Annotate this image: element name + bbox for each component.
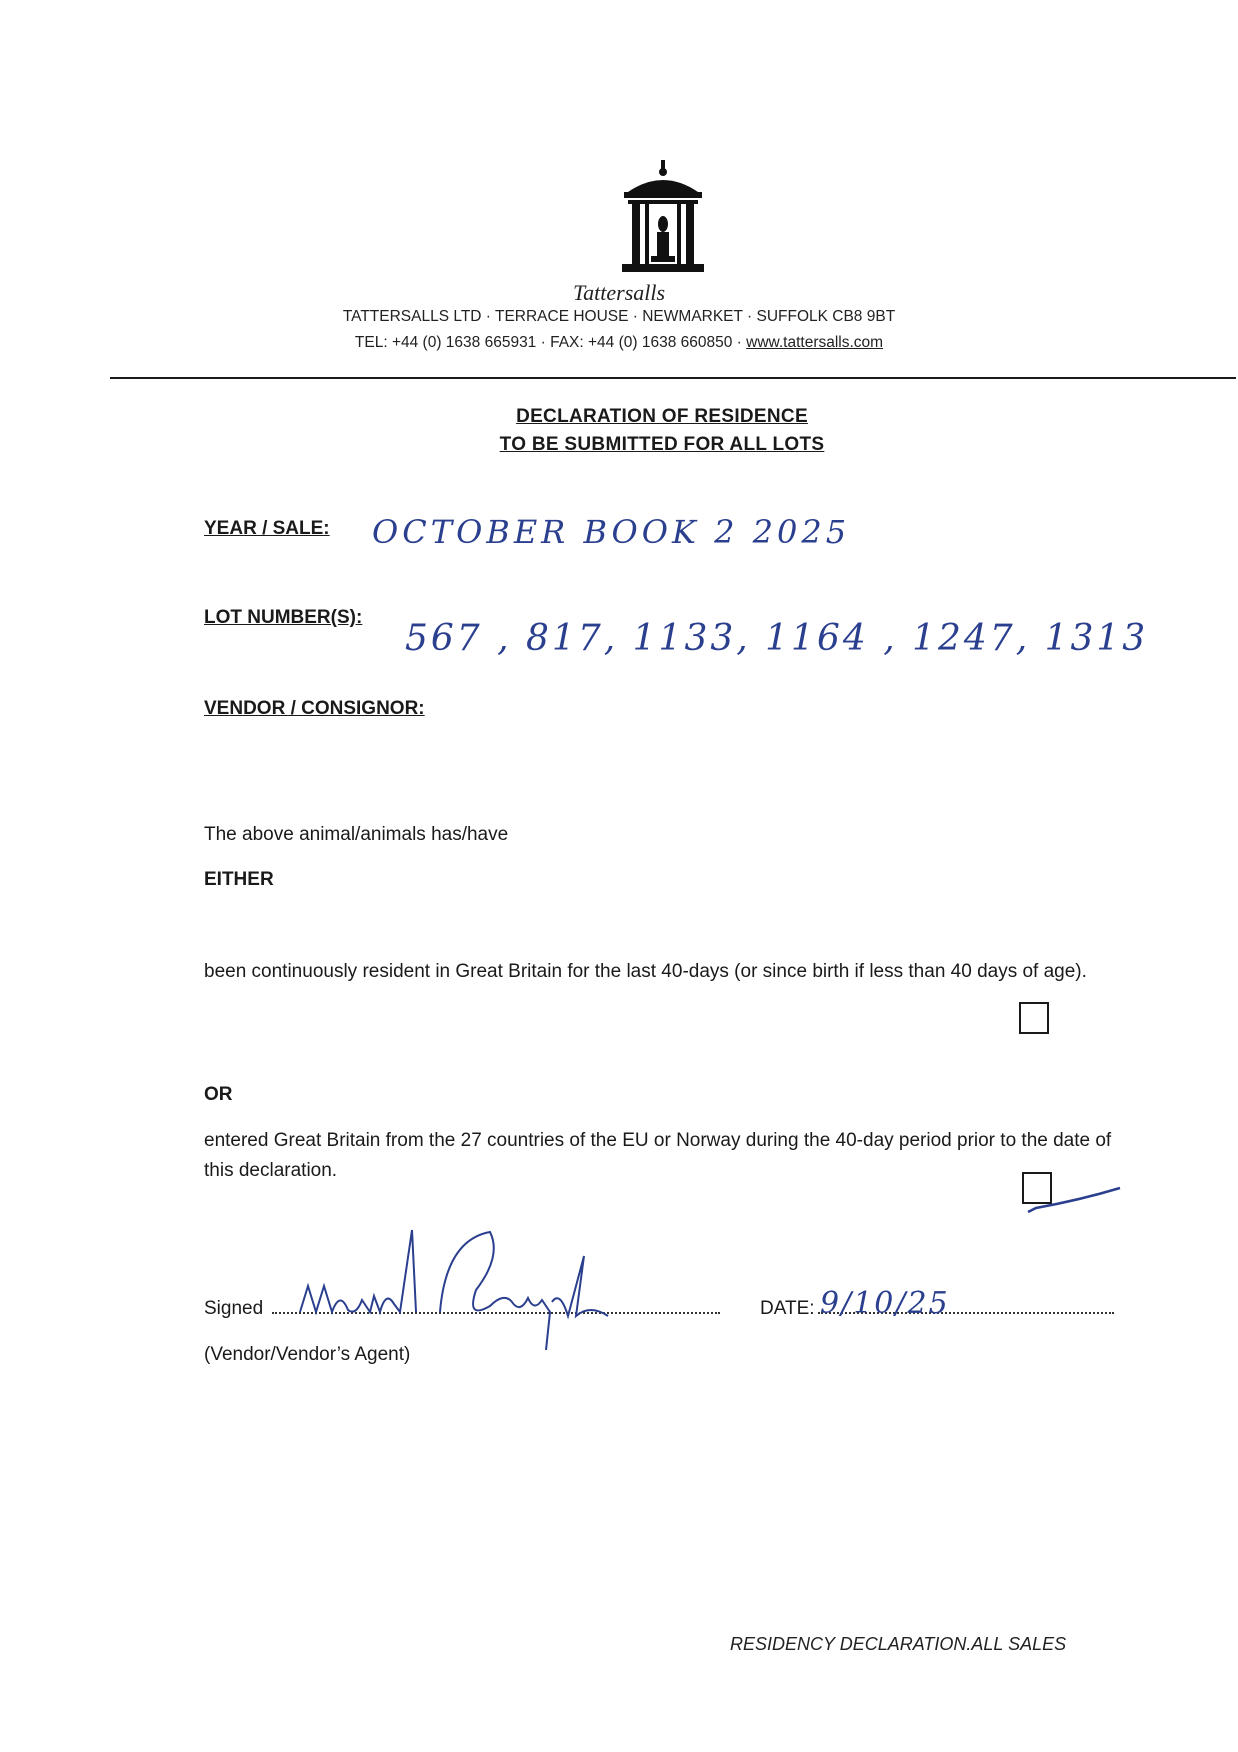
company-address: TATTERSALLS LTD · TERRACE HOUSE · NEWMARKET · SUFFOLK CB8 9BT — [342, 308, 896, 325]
intro-text: The above animal/animals has/have — [204, 824, 509, 845]
vendor-agent-caption: (Vendor/Vendor’s Agent) — [204, 1344, 411, 1365]
contact-numbers: TEL: +44 (0) 1638 665931 · FAX: +44 (0) 1638 660850 · — [354, 334, 747, 351]
vendor-consignor-label: VENDOR / CONSIGNOR: — [204, 698, 425, 719]
header-divider — [110, 377, 1236, 379]
contact-line — [0, 334, 1238, 352]
document-title: DECLARATION OF RESIDENCE — [516, 406, 808, 427]
lot-numbers-label: LOT NUMBER(S): — [204, 607, 363, 628]
date-value[interactable]: 9/10/25 — [820, 1286, 950, 1321]
option1-checkbox[interactable] — [1019, 1002, 1049, 1034]
temple-statue-logo — [618, 160, 708, 280]
year-sale-label: YEAR / SALE: — [204, 518, 330, 539]
signed-label: Signed — [204, 1298, 264, 1319]
lot-numbers-value[interactable]: 567 , 817, 1133, 1164 , 1247, 1313 — [405, 618, 1149, 659]
option1-text: been continuously resident in Great Britain for the last 40-days (or since birth if less than 40 days of age). — [204, 961, 1087, 982]
year-sale-value[interactable]: OCTOBER BOOK 2 2025 — [372, 513, 851, 551]
footer-form-name: RESIDENCY DECLARATION.ALL SALES — [730, 1634, 1067, 1654]
date-label: DATE: — [760, 1298, 815, 1319]
checkmark-icon — [1020, 1178, 1124, 1218]
website-link[interactable]: www.tattersalls.com — [746, 334, 884, 351]
document-subtitle: TO BE SUBMITTED FOR ALL LOTS — [499, 434, 825, 455]
or-label: OR — [204, 1084, 233, 1105]
option2-text: entered Great Britain from the 27 countries of the EU or Norway during the 40-day period prior to the date of this declaration. — [204, 1130, 1112, 1181]
brand-name: Tattersalls — [572, 280, 666, 305]
either-label: EITHER — [204, 869, 274, 890]
